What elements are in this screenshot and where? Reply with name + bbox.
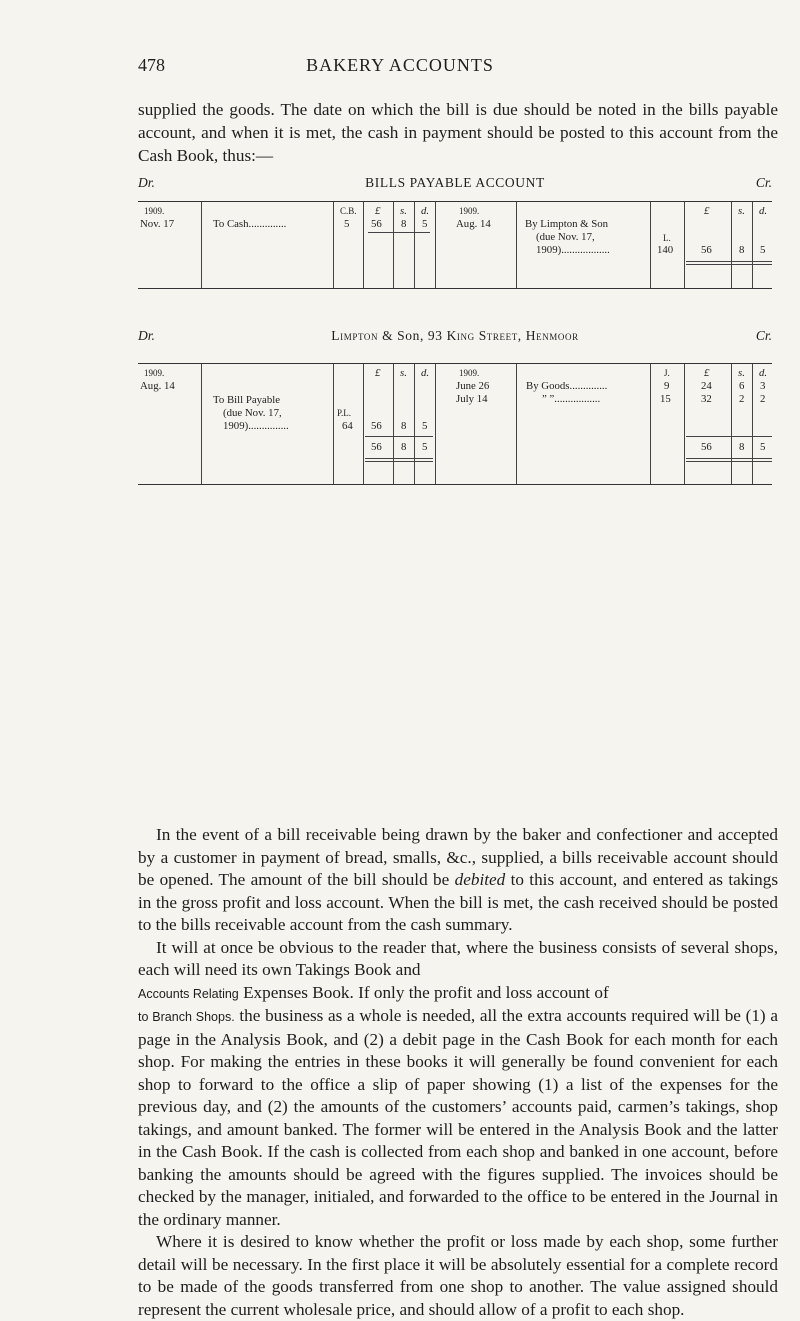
ledger2-right-total-pounds: 56 (701, 441, 712, 453)
ledger1-cr-label: Cr. (755, 175, 772, 190)
ledger2-right-row2-pence: 2 (760, 393, 766, 405)
ledger2-left-pence-head: d. (421, 367, 430, 379)
ledger2-right-folio-head: J. (664, 368, 670, 378)
ledger1-right-particulars-3: 1909).................. (536, 244, 610, 256)
ledger2-right-row2-date: July 14 (456, 393, 488, 405)
ledger2-right-total-shillings: 8 (739, 441, 745, 453)
ledger1-left-folio-head: C.B. (340, 206, 357, 216)
ledger2-cr-label: Cr. (755, 328, 772, 343)
ledger2-table (138, 363, 772, 485)
ledger1-right-pence: 5 (760, 244, 766, 256)
ledger1-left-pence: 5 (422, 218, 428, 230)
ledger1-right-shillings: 8 (739, 244, 745, 256)
running-title: BAKERY ACCOUNTS (306, 55, 494, 75)
ledger2-right-pound-head: £ (704, 367, 710, 379)
ledger2-right-row2-shillings: 2 (739, 393, 745, 405)
ledger2-left-total-shillings: 8 (401, 441, 407, 453)
ledger2-right-row1-pounds: 24 (701, 380, 712, 392)
ledger2-left-total-pence: 5 (422, 441, 428, 453)
ledger2-left-shilling-head: s. (400, 367, 407, 379)
ledger1-right-shilling-head: s. (738, 205, 745, 217)
ledger2-left-pence: 5 (422, 420, 428, 432)
ledger1-right-folio-head: L. (663, 233, 671, 243)
ledger2-left-particulars-1: To Bill Payable (213, 394, 281, 406)
ledger2-caption (138, 328, 772, 348)
ledger1-left-folio: 5 (344, 218, 350, 230)
ledger1-title: BILLS PAYABLE ACCOUNT (365, 175, 545, 190)
ledger1-table (138, 201, 772, 289)
ledger2-left-total-pounds: 56 (371, 441, 382, 453)
ledger1-right-particulars-2: (due Nov. 17, (536, 231, 595, 243)
ledger2-right-row1-particulars: By Goods.............. (526, 380, 608, 392)
ledger2-right-row1-date: June 26 (456, 380, 490, 392)
ledger2-dr-label: Dr. (138, 328, 155, 343)
ledger1-left-particulars: To Cash.............. (213, 218, 287, 230)
running-header (0, 55, 800, 85)
ledger2-left-shillings: 8 (401, 420, 407, 432)
ledger2-right-shilling-head: s. (738, 367, 745, 379)
ledger2-left-folio: 64 (342, 420, 353, 432)
margin-note-2: to Branch Shops. (138, 1010, 235, 1024)
ledger1-caption (138, 175, 772, 195)
paragraph-bills-receivable: In the event of a bill receivable being drawn by the baker and confectioner and accepted by a customer in payment of bread, smalls, &c., supplied, a bills receivable account should be opened. The amount of the bill should be debited to this account, and entered as takings in the gross profit and loss account. When the bill is met, the cash received should be posted to the bills receivable account from the cash summary. (138, 825, 779, 934)
ledger2-left-particulars-2: (due Nov. 17, (223, 407, 282, 419)
ledger1-right-pence-head: d. (759, 205, 768, 217)
ledger2-left-particulars-3: 1909)............... (223, 420, 289, 432)
ledger2-left-folio-head: P.L. (337, 408, 352, 418)
paragraph-branch-shops: It will at once be obvious to the reader that, where the business consists of several shops, each will need its own Takings Book and Accounts Relating Expenses Book. If only the profit and loss account of to Branch Shops. the business as a whole is needed, all the extra accounts required will be (1) a page in the Analysis Book, and (2) a debit page in the Cash Book for each month for each shop. For making the entries in these books it will generally be found convenient for each shop to forward to the office a slip of paper showing (1) a list of the expenses for the previous day, and (2) the amounts of the customers’ accounts paid, carmen’s takings, shop takings, and amount banked. The former will be entered in the Analysis Book and the latter in the Cash Book. If the cash is collected from each shop and banked in one account, before banking the amounts should be agreed with the figures supplied. The invoices should be checked by the manager, initialed, and forwarded to the office to be entered in the Journal in the ordinary manner. (138, 937, 778, 1229)
ledger2-right-row1-pence: 3 (760, 380, 766, 392)
margin-note-1: Accounts Relating (138, 986, 239, 1001)
ledger1-right-pound-head: £ (704, 205, 710, 217)
ledger2-left-date: Aug. 14 (140, 380, 175, 392)
paragraph-profit-per-shop: Where it is desired to know whether the profit or loss made by each shop, some further detail will be necessary. In the first place it will be absolutely essential for a complete record to be made of the goods transferred from one shop to another. The value assigned should represent the current wholesale price, and should allow of a profit to each shop. (138, 1232, 778, 1319)
ledger2-right-row2-pounds: 32 (701, 393, 712, 405)
ledger2-right-total-pence: 5 (760, 441, 766, 453)
ledger1-right-date: Aug. 14 (456, 218, 491, 230)
ledger2-left-pounds: 56 (371, 420, 382, 432)
ledger1-left-shillings: 8 (401, 218, 407, 230)
ledger1-right-particulars-1: By Limpton & Son (525, 218, 609, 230)
page-number: 478 (138, 55, 165, 75)
ledger1-left-pound-head: £ (375, 205, 381, 217)
ledger2-left-year: 1909. (144, 368, 165, 378)
ledger1-left-shilling-head: s. (400, 205, 407, 217)
ledger2-right-row2-folio: 15 (660, 393, 671, 405)
ledger1-right-folio: 140 (657, 244, 674, 256)
ledger2-right-row1-shillings: 6 (739, 380, 745, 392)
ledger1-left-year: 1909. (144, 206, 165, 216)
ledger1-left-pence-head: d. (421, 205, 430, 217)
ledger1-left-pounds: 56 (371, 218, 382, 230)
ledger2-left-pound-head: £ (375, 367, 381, 379)
ledger2-title: Limpton & Son, 93 King Street, Henmoor (331, 328, 579, 343)
ledger2-right-year: 1909. (459, 368, 480, 378)
body-text (138, 824, 778, 1321)
ledger1-right-year: 1909. (459, 206, 480, 216)
ledger2-right-row1-folio: 9 (664, 380, 670, 392)
ledger1-right-pounds: 56 (701, 244, 712, 256)
ledger1-dr-label: Dr. (138, 175, 155, 190)
ledger2-right-row2-particulars: ” ”................. (542, 393, 601, 405)
ledger1-left-date: Nov. 17 (140, 218, 175, 230)
ledger2-right-pence-head: d. (759, 367, 768, 379)
intro-paragraph: supplied the goods. The date on which the bill is due should be noted in the bills payable account, and when it is met, the cash in payment should be posted to this account from the Cash Book, thus:— (138, 100, 778, 165)
